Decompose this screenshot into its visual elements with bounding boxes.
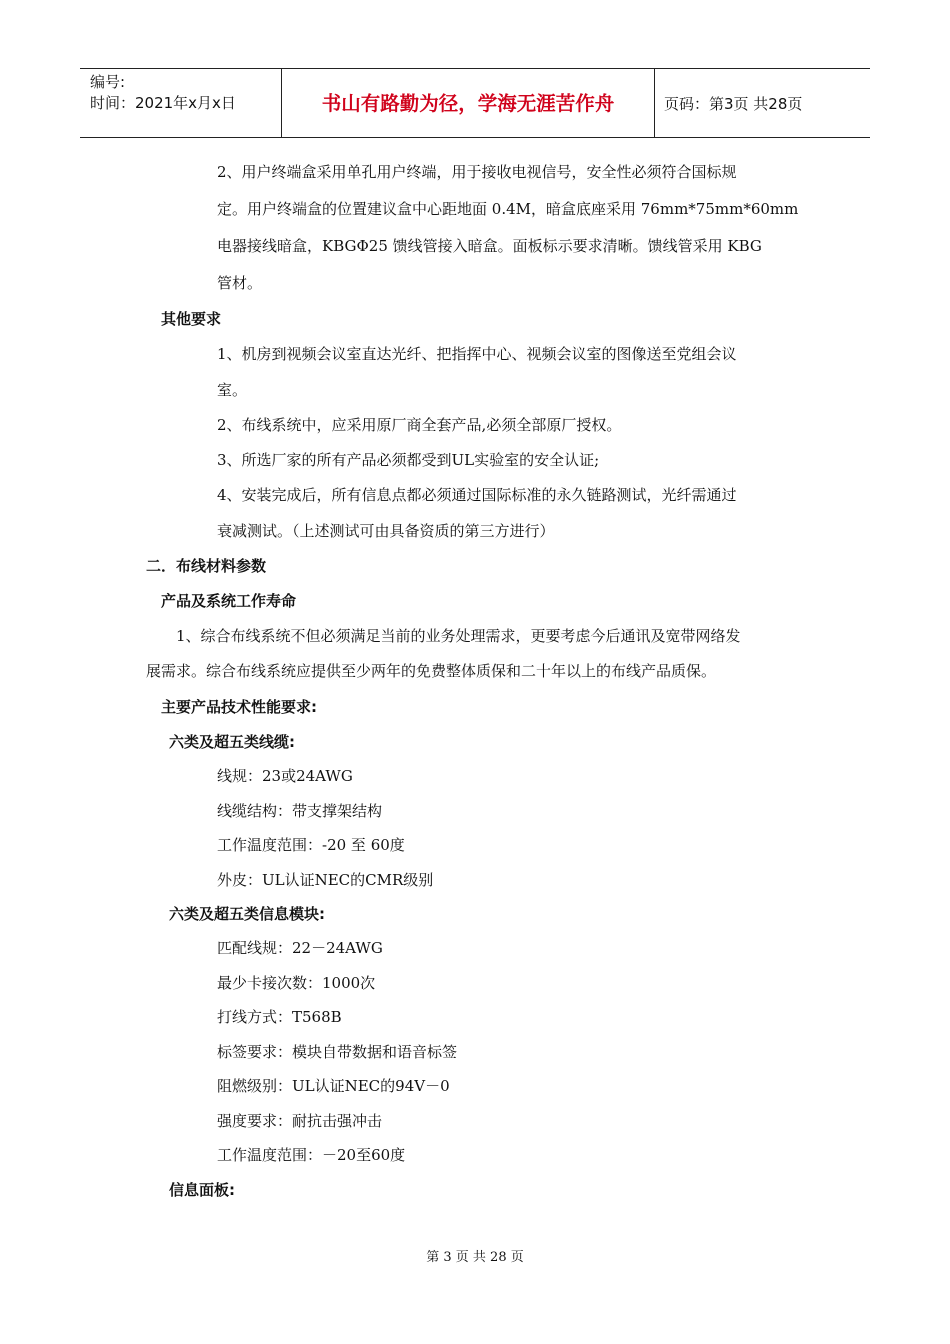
paragraph-line: 电器接线暗盒，KBGΦ25 馈线管接入暗盒。面板标示要求清晰。馈线管采用 KBG — [217, 237, 762, 255]
header-page-info: 页码：第3页 共28页 — [664, 95, 803, 113]
product-heading: 信息面板: — [169, 1181, 235, 1199]
header-meta — [90, 72, 282, 114]
spec-line: 匹配线规：22－24AWG — [217, 939, 383, 957]
page-header — [80, 68, 870, 138]
product-heading: 六类及超五类线缆: — [169, 733, 295, 751]
paragraph-line: 展需求。综合布线系统应提供至少两年的免费整体质保和二十年以上的布线产品质保。 — [146, 662, 717, 680]
header-motto: 书山有路勤为径，学海无涯苦作舟 — [321, 92, 615, 115]
paragraph-line: 衰减测试。（上述测试可由具备资质的第三方进行） — [217, 522, 555, 540]
spec-line: 工作温度范围：-20 至 60度 — [217, 836, 405, 854]
subsection-heading: 主要产品技术性能要求: — [161, 698, 317, 716]
paragraph-line: 3、所选厂家的所有产品必须都受到UL实验室的安全认证; — [217, 451, 600, 469]
paragraph-line: 2、布线系统中，应采用原厂商全套产品,必须全部原厂授权。 — [217, 416, 622, 434]
paragraph-line: 2、用户终端盒采用单孔用户终端，用于接收电视信号，安全性必须符合国标规 — [217, 163, 737, 181]
spec-line: 标签要求：模块自带数据和语音标签 — [217, 1043, 458, 1061]
spec-line: 外皮：UL认证NEC的CMR级别 — [217, 871, 434, 889]
spec-line: 线规：23或24AWG — [217, 767, 353, 785]
paragraph-line: 4、安装完成后，所有信息点都必须通过国际标准的永久链路测试，光纤需通过 — [217, 486, 737, 504]
spec-line: 最少卡接次数：1000次 — [217, 974, 376, 992]
section-heading: 其他要求 — [161, 310, 222, 328]
spec-line: 阻燃级别：UL认证NEC的94V－0 — [217, 1077, 450, 1095]
spec-line: 工作温度范围：－20至60度 — [217, 1146, 406, 1164]
document-date: 时间：2021年x月x日 — [90, 94, 236, 112]
paragraph-line: 定。用户终端盒的位置建议盒中心距地面 0.4M，暗盒底座采用 76mm*75mm*60mm — [217, 200, 799, 218]
header-divider — [654, 69, 655, 137]
spec-line: 强度要求：耐抗击强冲击 — [217, 1112, 383, 1130]
document-number-label: 编号: — [90, 73, 126, 91]
product-heading: 六类及超五类信息模块: — [169, 905, 325, 923]
paragraph-line: 管材。 — [217, 274, 263, 292]
spec-line: 打线方式：T568B — [217, 1008, 342, 1026]
paragraph-line: 室。 — [217, 381, 248, 399]
section-heading: 二．布线材料参数 — [146, 557, 267, 575]
spec-line: 线缆结构：带支撑架结构 — [217, 802, 383, 820]
paragraph-line: 1、机房到视频会议室直达光纤、把指挥中心、视频会议室的图像送至党组会议 — [217, 345, 737, 363]
page-footer: 第 3 页 共 28 页 — [426, 1250, 524, 1265]
paragraph-line: 1、综合布线系统不但必须满足当前的业务处理需求，更要考虑今后通讯及宽带网络发 — [176, 627, 741, 645]
subsection-heading: 产品及系统工作寿命 — [161, 592, 297, 610]
